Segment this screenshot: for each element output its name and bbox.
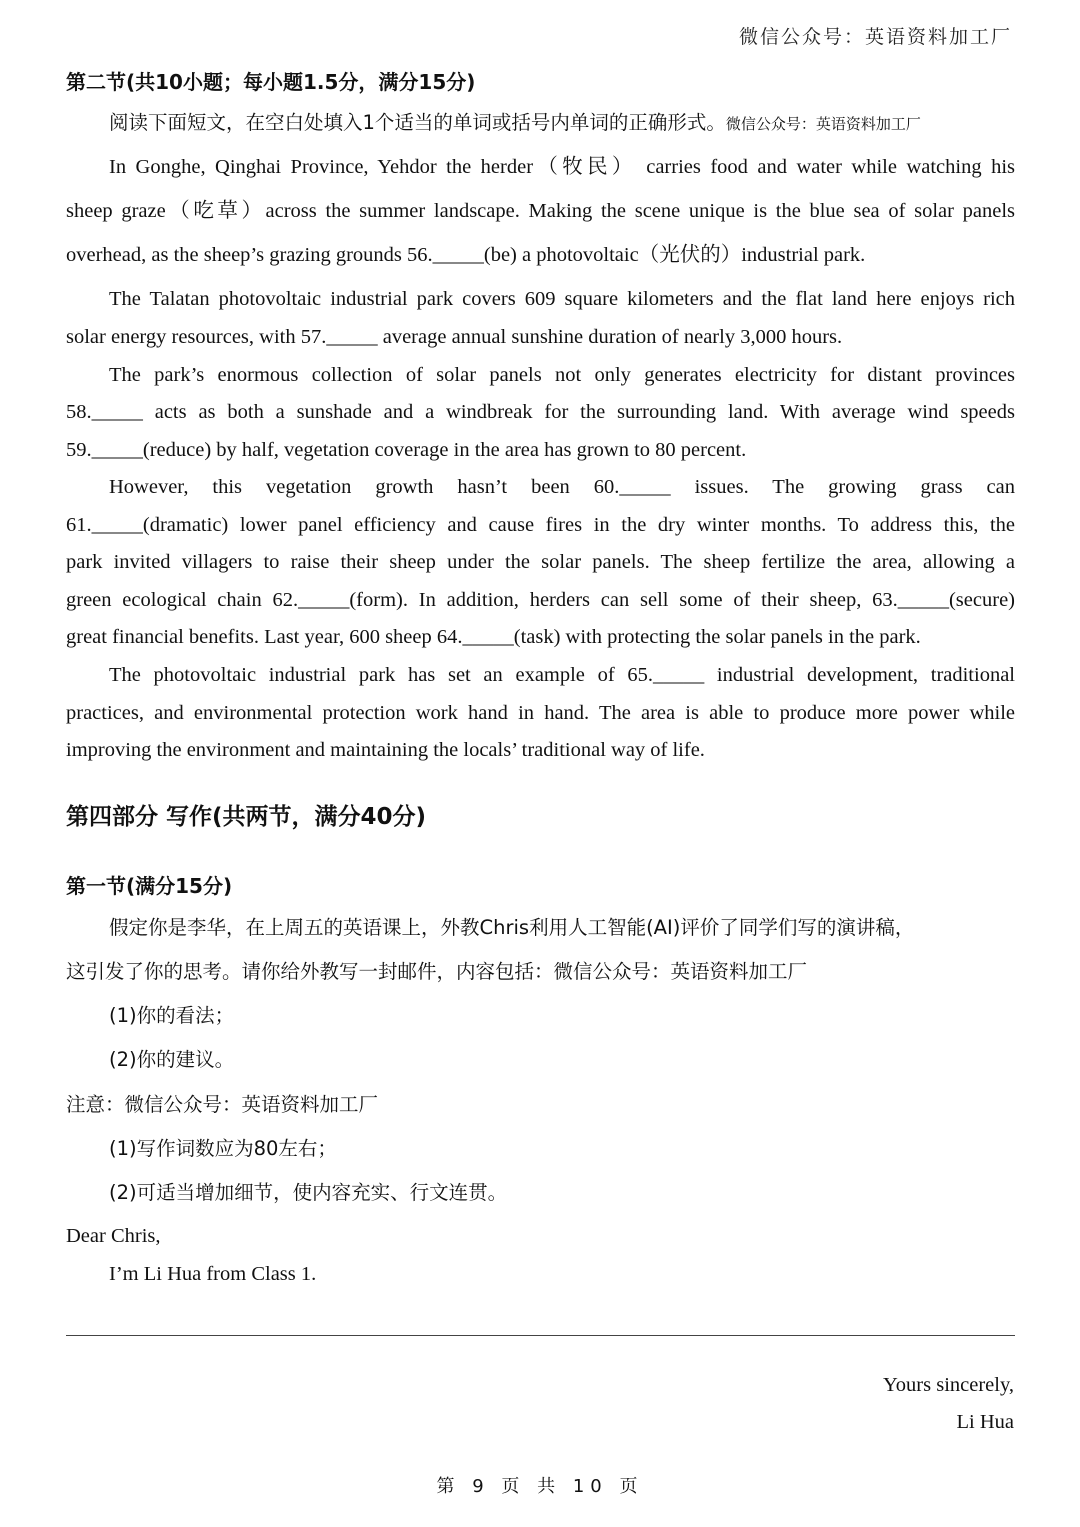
passage-line-14: The photovoltaic industrial park has set an example of 65._____ industrial development, traditional	[109, 664, 1015, 686]
section-2-heading: 第二节(共10小题；每小题1.5分，满分15分)	[66, 70, 476, 94]
section-1-heading: 第一节(满分15分)	[66, 874, 233, 898]
requirement-item-2: (2)你的建议。	[109, 1048, 235, 1071]
note-label: 注意：微信公众号：英语资料加工厂	[66, 1093, 379, 1116]
passage-line-8: 59._____(reduce) by half, vegetation coverage in the area has grown to 80 percent.	[66, 439, 747, 461]
passage-line-9: However, this vegetation growth hasn’t been 60._____ issues. The growing grass can	[109, 476, 1015, 498]
header-watermark-note: 微信公众号：英语资料加工厂	[738, 26, 1012, 48]
instruction-text: 阅读下面短文，在空白处填入1个适当的单词或括号内单词的正确形式。	[109, 111, 726, 134]
passage-line-16: improving the environment and maintaining the locals’ traditional way of life.	[66, 739, 705, 761]
prompt-line-2: 这引发了你的思考。请你给外教写一封邮件，内容包括：微信公众号：英语资料加工厂	[66, 960, 808, 983]
letter-signature: Li Hua	[956, 1411, 1014, 1433]
passage-line-10: 61._____(dramatic) lower panel efficiency and cause fires in the dry winter months. To address this, the	[66, 514, 1015, 536]
instruction-line	[109, 110, 1015, 137]
prompt-line-1: 假定你是李华，在上周五的英语课上，外教Chris利用人工智能(AI)评价了同学们写的演讲稿，	[109, 916, 915, 939]
passage-line-2: sheep graze（吃草）across the summer landscape. Making the scene unique is the blue sea of solar panels	[66, 200, 1015, 222]
passage-line-15: practices, and environmental protection work hand in hand. The area is able to produce more power while	[66, 702, 1015, 724]
passage-line-13: great financial benefits. Last year, 600 sheep 64._____(task) with protecting the solar panels in the park.	[66, 626, 921, 648]
passage-line-3: overhead, as the sheep’s grazing grounds 56._____(be) a photovoltaic（光伏的）industrial park.	[66, 244, 866, 266]
passage-line-1: In Gonghe, Qinghai Province, Yehdor the herder（牧民） carries food and water while watching his	[109, 156, 1015, 178]
requirement-item-1: (1)你的看法；	[109, 1004, 235, 1027]
note-item-2: (2)可适当增加细节，使内容充实、行文连贯。	[109, 1181, 508, 1204]
instruction-note: 微信公众号：英语资料加工厂	[725, 115, 921, 133]
passage-line-6: The park’s enormous collection of solar panels not only generates electricity for distant provinces	[109, 364, 1015, 386]
passage-line-4: The Talatan photovoltaic industrial park covers 609 square kilometers and the flat land here enjoys rich	[109, 288, 1015, 310]
letter-salutation: Dear Chris,	[66, 1225, 161, 1247]
letter-opening: I’m Li Hua from Class 1.	[109, 1263, 317, 1285]
passage-line-7: 58._____ acts as both a sunshade and a windbreak for the surrounding land. With average wind speeds	[66, 401, 1015, 423]
passage-line-11: park invited villagers to raise their sheep under the solar panels. The sheep fertilize the area, allowing a	[66, 551, 1015, 573]
letter-closing: Yours sincerely,	[883, 1374, 1014, 1396]
part-4-heading: 第四部分 写作(共两节，满分40分)	[66, 804, 427, 830]
page-number-footer: 第 9 页 共 10 页	[436, 1476, 644, 1497]
note-item-1: (1)写作词数应为80左右；	[109, 1137, 337, 1160]
passage-line-12: green ecological chain 62._____(form). In addition, herders can sell some of their sheep, 63._____(secure)	[66, 589, 1015, 611]
writing-line-divider	[66, 1335, 1015, 1336]
passage-line-5: solar energy resources, with 57._____ average annual sunshine duration of nearly 3,000 hours.	[66, 326, 843, 348]
